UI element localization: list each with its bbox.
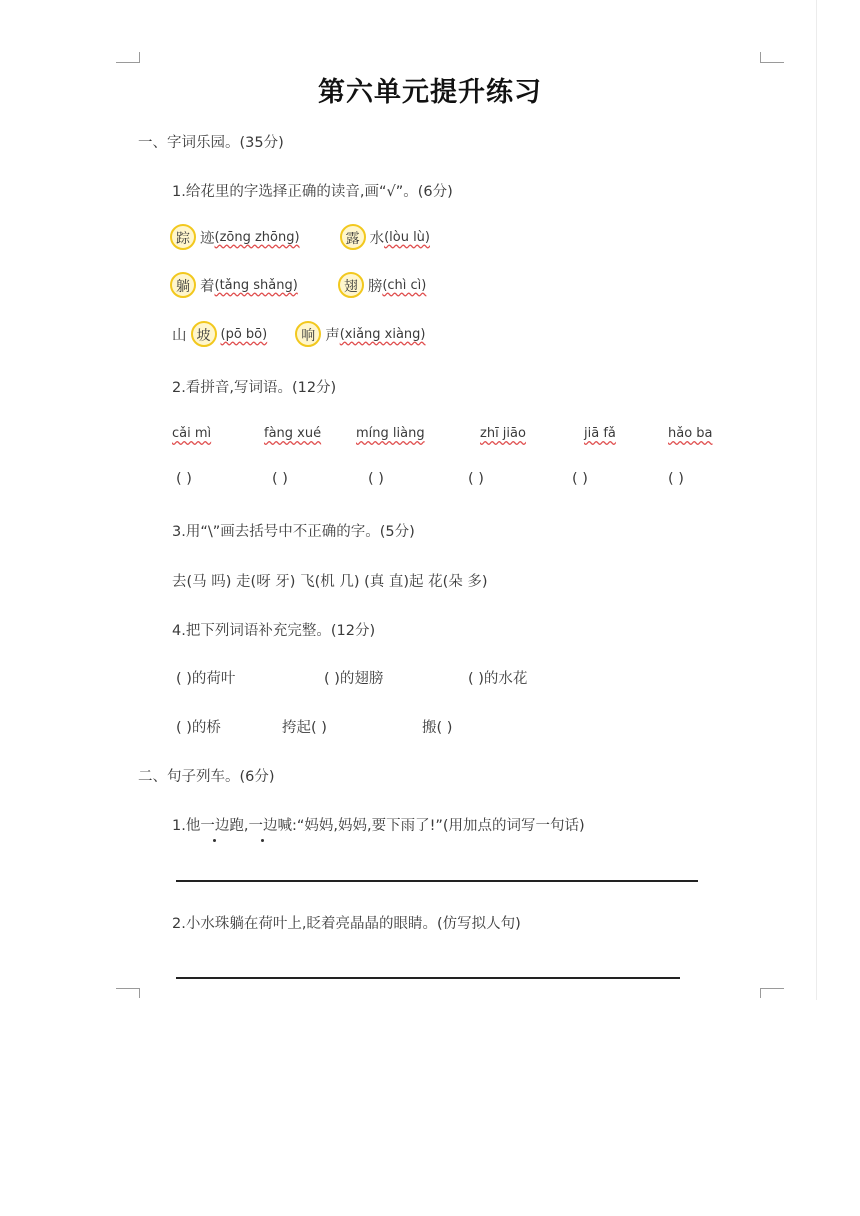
pinyin-word: fàng xué: [264, 426, 322, 441]
circled-char[interactable]: 踪: [170, 224, 196, 250]
fill-phrase[interactable]: 挎起( ): [282, 720, 327, 736]
section1-heading: 一、字词乐园。(35分): [138, 135, 284, 151]
fill-phrase[interactable]: ( )的水花: [468, 671, 528, 687]
fill-phrase[interactable]: ( )的荷叶: [176, 671, 236, 687]
pinyin-options[interactable]: (xiǎng xiàng): [339, 326, 426, 342]
q1-row-2: [170, 272, 426, 298]
pinyin-word: míng liàng: [356, 426, 425, 441]
answer-line-1[interactable]: [176, 880, 698, 882]
section2-heading: 二、句子列车。(6分): [138, 769, 275, 785]
fill-phrase[interactable]: 搬( ): [422, 720, 453, 736]
pinyin-options[interactable]: (pō bō): [220, 326, 268, 342]
pinyin-word: jiā fǎ: [584, 426, 616, 441]
q-text: 跑,: [229, 818, 249, 834]
answer-blank[interactable]: ( ): [272, 471, 288, 487]
q4-row-1: [176, 667, 527, 688]
answer-blank[interactable]: ( ): [468, 471, 484, 487]
circled-char[interactable]: 翅: [338, 272, 364, 298]
circled-char[interactable]: 躺: [170, 272, 196, 298]
q1-row-3: [172, 321, 426, 347]
pinyin-options[interactable]: (lòu lù): [384, 229, 430, 245]
answer-blank[interactable]: ( ): [572, 471, 588, 487]
q3-prompt: 3.用“\”画去括号中不正确的字。(5分): [172, 524, 415, 540]
pinyin-options[interactable]: (chì cì): [382, 277, 427, 293]
answer-blank[interactable]: ( ): [368, 471, 384, 487]
answer-line-2[interactable]: [176, 977, 680, 979]
s2-q1-prompt: [172, 814, 585, 835]
answer-blank[interactable]: ( ): [668, 471, 684, 487]
fill-phrase[interactable]: ( )的翅膀: [324, 671, 384, 687]
q2-blank-row: [176, 471, 684, 487]
q-text: 1.他: [172, 818, 201, 834]
q-text: 喊:“妈妈,妈妈,要下雨了!”(用加点的词写一句话): [277, 818, 585, 834]
pinyin-word: cǎi mì: [172, 426, 212, 441]
pinyin-word: zhī jiāo: [480, 426, 526, 441]
pinyin-options[interactable]: (zōng zhōng): [214, 229, 300, 245]
q1-prompt: 1.给花里的字选择正确的读音,画“√”。(6分): [172, 184, 453, 200]
pinyin-word: hǎo ba: [668, 426, 713, 441]
page-title: 第六单元提升练习: [318, 77, 542, 108]
fill-phrase[interactable]: ( )的桥: [176, 720, 221, 736]
circled-char[interactable]: 露: [340, 224, 366, 250]
dotted-word: 一边: [200, 814, 229, 835]
dotted-word: 一边: [248, 814, 277, 835]
char: 山: [172, 327, 187, 344]
q3-text[interactable]: 去(马 吗) 走(呀 牙) 飞(机 几) (真 直)起 花(朵 多): [172, 574, 488, 590]
circled-char[interactable]: 坡: [191, 321, 217, 347]
circled-char[interactable]: 响: [295, 321, 321, 347]
char: 水: [369, 230, 385, 247]
pinyin-options[interactable]: (tǎng shǎng): [214, 277, 298, 293]
page-edge: [816, 0, 817, 1000]
char: 迹: [200, 230, 215, 247]
q4-prompt: 4.把下列词语补充完整。(12分): [172, 623, 376, 639]
answer-blank[interactable]: ( ): [176, 471, 192, 487]
char: 着: [200, 278, 215, 295]
char: 膀: [367, 278, 383, 295]
q2-prompt: 2.看拼音,写词语。(12分): [172, 380, 337, 396]
char: 声: [325, 327, 340, 344]
q2-pinyin-row: [172, 426, 713, 441]
q4-row-2: [176, 716, 452, 737]
s2-q2-prompt: 2.小水珠躺在荷叶上,眨着亮晶晶的眼睛。(仿写拟人句): [172, 916, 521, 932]
q1-row-1: [170, 224, 430, 250]
